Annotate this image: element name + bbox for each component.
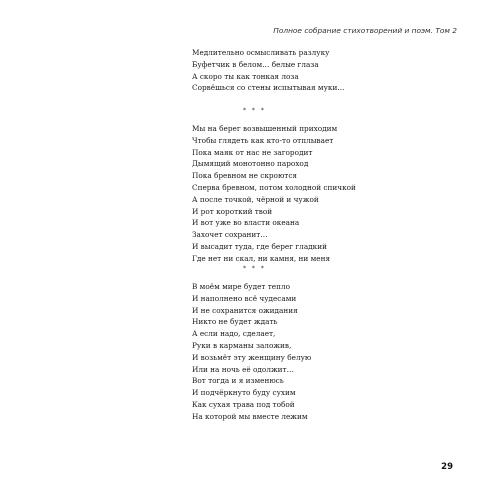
poem-line: Как сухая трава под тобой bbox=[192, 399, 295, 409]
poem-line: Мы на берег возвышенный приходим bbox=[192, 124, 338, 133]
poem-line: Или на ночь её одолжит… bbox=[192, 364, 294, 374]
poem-line: А после точкой, чёрной и чужой bbox=[192, 194, 319, 204]
poem-stanza-2 bbox=[192, 123, 356, 265]
poem-line: И рот короткий твой bbox=[192, 206, 273, 216]
page-number: 29 bbox=[441, 462, 453, 472]
section-separator: * * * bbox=[243, 107, 266, 114]
running-head: Полное собрание стихотворений и поэм. Том 2 bbox=[273, 26, 457, 35]
poem-stanza-3 bbox=[192, 281, 311, 423]
poem-line: В моём мире будет тепло bbox=[192, 282, 291, 291]
poem-line: И наполнено всё чудесами bbox=[192, 293, 297, 303]
poem-line: Сперва бревном, потом холодной спичкой bbox=[192, 182, 356, 192]
poem-line: И возьмёт эту женщину белую bbox=[192, 352, 312, 362]
poem-line: Никто не будет ждать bbox=[192, 317, 278, 327]
poem-line: На которой мы вместе лежим bbox=[192, 411, 308, 421]
poem-line: Пока бревном не скроются bbox=[192, 171, 298, 181]
poem-stanza-1 bbox=[192, 47, 345, 94]
poem-line: Вот тогда и я изменюсь bbox=[192, 376, 284, 386]
poem-line: И вот уже во власти океана bbox=[192, 218, 300, 228]
poem-line: Захочет сохранит… bbox=[192, 230, 268, 240]
poem-line: А если надо, сделает, bbox=[192, 329, 276, 339]
poem-line: Медлительно осмысливать разлуку bbox=[192, 48, 330, 57]
poem-line: И подчёркнуто буду сухим bbox=[192, 388, 296, 398]
poem-line: Где нет ни скал, ни камня, ни меня bbox=[192, 253, 331, 263]
poem-line: И не сохранится ожидания bbox=[192, 305, 298, 315]
poem-line: Пока маяк от нас не загородит bbox=[192, 147, 313, 157]
poem-line: Дымящий монотонно пароход bbox=[192, 159, 309, 169]
poem-line: Руки в карманы заложив, bbox=[192, 340, 292, 350]
poem-line: И высадит туда, где берег гладкий bbox=[192, 241, 327, 251]
poem-line: Сорвёшься со стены испытывая муки… bbox=[192, 83, 345, 93]
poem-line: А скоро ты как тонкая лоза bbox=[192, 71, 299, 81]
section-separator: * * * bbox=[243, 265, 266, 272]
poem-line: Буфетчик в белом… белые глаза bbox=[192, 59, 319, 69]
poem-line: Чтобы глядеть как кто-то отплывает bbox=[192, 135, 334, 145]
